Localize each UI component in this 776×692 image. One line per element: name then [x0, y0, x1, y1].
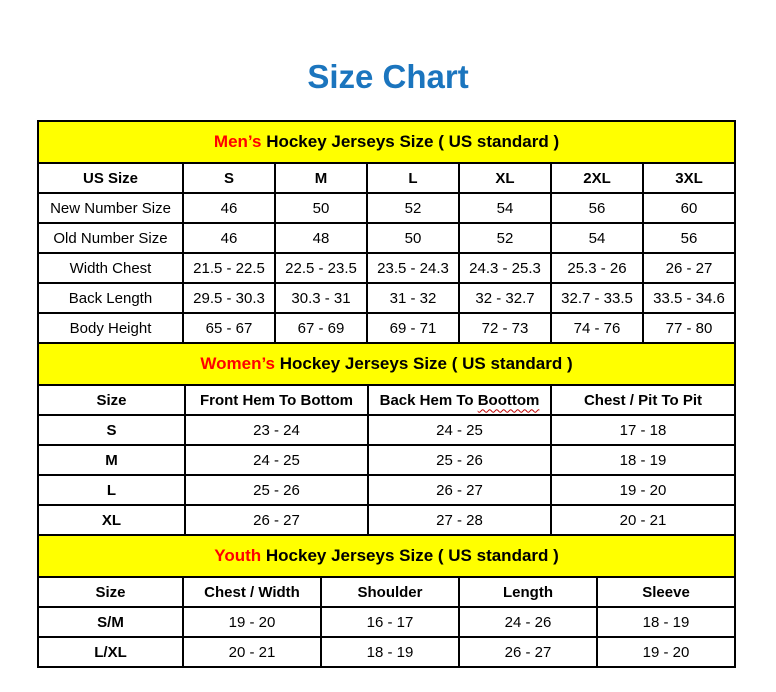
mens-value-cell: 48	[275, 223, 367, 253]
mens-col-header: US Size	[38, 163, 183, 193]
mens-row-label: Body Height	[38, 313, 183, 343]
mens-value-cell: 67 - 69	[275, 313, 367, 343]
youth-value-cell: 26 - 27	[459, 637, 597, 667]
mens-col-header: 2XL	[551, 163, 643, 193]
womens-banner-row	[38, 343, 735, 385]
mens-banner-text: Hockey Jerseys Size ( US standard )	[261, 132, 560, 151]
mens-value-cell: 52	[459, 223, 551, 253]
womens-value-cell: 27 - 28	[368, 505, 551, 535]
mens-row-new-number-size	[38, 193, 735, 223]
youth-size-table	[37, 534, 736, 668]
mens-col-header: S	[183, 163, 275, 193]
youth-col-header: Chest / Width	[183, 577, 321, 607]
youth-row-lxl	[38, 637, 735, 667]
mens-value-cell: 33.5 - 34.6	[643, 283, 735, 313]
youth-banner	[38, 535, 735, 577]
mens-value-cell: 23.5 - 24.3	[367, 253, 459, 283]
mens-value-cell: 21.5 - 22.5	[183, 253, 275, 283]
youth-col-header: Size	[38, 577, 183, 607]
youth-row-label: S/M	[38, 607, 183, 637]
mens-value-cell: 22.5 - 23.5	[275, 253, 367, 283]
womens-row-l	[38, 475, 735, 505]
mens-row-body-height	[38, 313, 735, 343]
mens-value-cell: 72 - 73	[459, 313, 551, 343]
youth-value-cell: 20 - 21	[183, 637, 321, 667]
womens-value-cell: 25 - 26	[185, 475, 368, 505]
womens-col-header: Front Hem To Bottom	[185, 385, 368, 415]
youth-col-header: Length	[459, 577, 597, 607]
mens-banner-row	[38, 121, 735, 163]
mens-value-cell: 60	[643, 193, 735, 223]
womens-col-header-misspelled	[368, 385, 551, 415]
mens-value-cell: 29.5 - 30.3	[183, 283, 275, 313]
womens-banner-accent: Women’s	[200, 354, 275, 373]
mens-value-cell: 31 - 32	[367, 283, 459, 313]
youth-value-cell: 19 - 20	[183, 607, 321, 637]
womens-header-row	[38, 385, 735, 415]
mens-col-header: XL	[459, 163, 551, 193]
mens-banner	[38, 121, 735, 163]
youth-value-cell: 19 - 20	[597, 637, 735, 667]
mens-col-header: 3XL	[643, 163, 735, 193]
youth-banner-row	[38, 535, 735, 577]
mens-row-label: Width Chest	[38, 253, 183, 283]
mens-value-cell: 56	[643, 223, 735, 253]
womens-row-m	[38, 445, 735, 475]
mens-value-cell: 54	[459, 193, 551, 223]
mens-col-header: M	[275, 163, 367, 193]
youth-row-sm	[38, 607, 735, 637]
mens-value-cell: 30.3 - 31	[275, 283, 367, 313]
youth-row-label: L/XL	[38, 637, 183, 667]
mens-row-back-length	[38, 283, 735, 313]
youth-header-row	[38, 577, 735, 607]
mens-value-cell: 54	[551, 223, 643, 253]
womens-back-hem-prefix: Back Hem To	[379, 391, 478, 409]
womens-row-label: S	[38, 415, 185, 445]
womens-value-cell: 19 - 20	[551, 475, 735, 505]
womens-banner	[38, 343, 735, 385]
mens-value-cell: 46	[183, 193, 275, 223]
mens-value-cell: 32.7 - 33.5	[551, 283, 643, 313]
mens-value-cell: 24.3 - 25.3	[459, 253, 551, 283]
womens-col-header: Size	[38, 385, 185, 415]
mens-value-cell: 56	[551, 193, 643, 223]
womens-row-xl	[38, 505, 735, 535]
womens-value-cell: 18 - 19	[551, 445, 735, 475]
mens-value-cell: 65 - 67	[183, 313, 275, 343]
page-title: Size Chart	[307, 58, 469, 95]
mens-value-cell: 25.3 - 26	[551, 253, 643, 283]
mens-value-cell: 46	[183, 223, 275, 253]
mens-row-width-chest	[38, 253, 735, 283]
womens-value-cell: 26 - 27	[185, 505, 368, 535]
womens-value-cell: 17 - 18	[551, 415, 735, 445]
mens-value-cell: 52	[367, 193, 459, 223]
youth-col-header: Shoulder	[321, 577, 459, 607]
youth-banner-text: Hockey Jerseys Size ( US standard )	[261, 546, 559, 565]
womens-size-table	[37, 342, 736, 536]
womens-row-label: XL	[38, 505, 185, 535]
mens-col-header: L	[367, 163, 459, 193]
mens-value-cell: 69 - 71	[367, 313, 459, 343]
womens-value-cell: 20 - 21	[551, 505, 735, 535]
youth-banner-accent: Youth	[214, 546, 262, 565]
size-tables-container	[37, 120, 734, 668]
youth-value-cell: 16 - 17	[321, 607, 459, 637]
youth-col-header: Sleeve	[597, 577, 735, 607]
womens-value-cell: 23 - 24	[185, 415, 368, 445]
mens-header-row	[38, 163, 735, 193]
youth-value-cell: 18 - 19	[321, 637, 459, 667]
mens-row-label: Back Length	[38, 283, 183, 313]
womens-value-cell: 24 - 25	[185, 445, 368, 475]
womens-back-hem-typo-word: Boottom	[477, 391, 540, 409]
womens-row-s	[38, 415, 735, 445]
mens-value-cell: 50	[275, 193, 367, 223]
mens-row-old-number-size	[38, 223, 735, 253]
mens-row-label: New Number Size	[38, 193, 183, 223]
youth-value-cell: 18 - 19	[597, 607, 735, 637]
womens-value-cell: 24 - 25	[368, 415, 551, 445]
womens-col-header: Chest / Pit To Pit	[551, 385, 735, 415]
mens-value-cell: 26 - 27	[643, 253, 735, 283]
womens-value-cell: 26 - 27	[368, 475, 551, 505]
womens-value-cell: 25 - 26	[368, 445, 551, 475]
mens-value-cell: 77 - 80	[643, 313, 735, 343]
youth-value-cell: 24 - 26	[459, 607, 597, 637]
womens-row-label: L	[38, 475, 185, 505]
mens-value-cell: 32 - 32.7	[459, 283, 551, 313]
womens-banner-text: Hockey Jerseys Size ( US standard )	[275, 354, 573, 373]
mens-value-cell: 50	[367, 223, 459, 253]
mens-value-cell: 74 - 76	[551, 313, 643, 343]
mens-row-label: Old Number Size	[38, 223, 183, 253]
mens-banner-accent: Men’s	[213, 132, 262, 151]
womens-row-label: M	[38, 445, 185, 475]
mens-size-table	[37, 120, 736, 344]
